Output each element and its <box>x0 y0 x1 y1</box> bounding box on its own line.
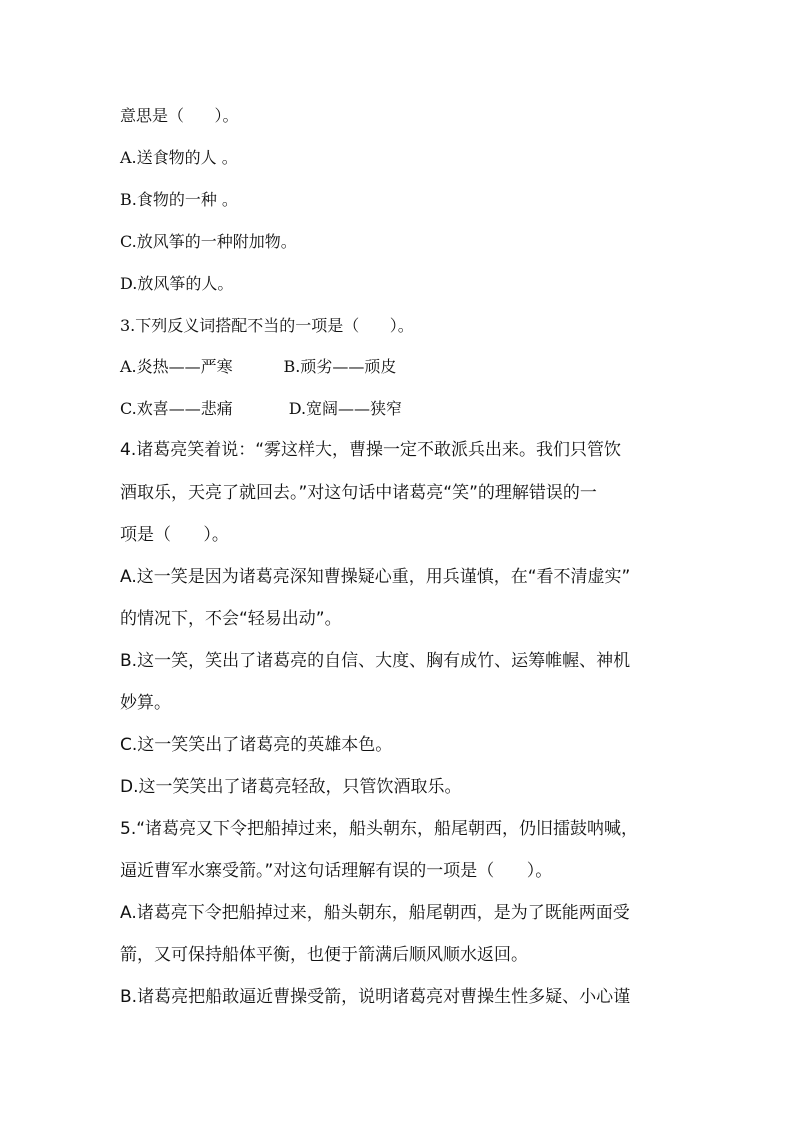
question-5-option-a-line-2: 箭，又可保持船体平衡，也便于箭满后顺风顺水返回。 <box>120 945 528 965</box>
question-4-option-d: D.这一笑笑出了诸葛亮轻敌，只管饮酒取乐。 <box>120 777 462 797</box>
question-3-options-cd: C.欢喜——悲痛 D.宽阔——狭窄 <box>120 399 403 418</box>
question-2-option-a: A.送食物的人 。 <box>120 148 238 167</box>
question-4-option-b-line-1: B.这一笑，笑出了诸葛亮的自信、大度、胸有成竹、运筹帷幄、神机 <box>120 651 631 671</box>
question-3-stem: 3.下列反义词搭配不当的一项是（ ）。 <box>120 316 414 335</box>
question-5-stem-line-2: 逼近曹军水寨受箭。”对这句话理解有误的一项是（ ）。 <box>120 861 553 881</box>
question-4-option-a-line-1: A.这一笑是因为诸葛亮深知曹操疑心重，用兵谨慎，在“看不清虚实” <box>120 567 631 587</box>
question-2-stem-continuation: 意思是（ ）。 <box>120 106 239 125</box>
question-4-option-a-line-2: 的情况下，不会“轻易出动”。 <box>120 609 342 629</box>
question-5-stem-line-1: 5.“诸葛亮又下令把船掉过来，船头朝东，船尾朝西，仍旧擂鼓呐喊， <box>120 819 639 839</box>
question-4-option-b-line-2: 妙算。 <box>120 693 171 713</box>
question-4-option-c: C.这一笑笑出了诸葛亮的英雄本色。 <box>120 735 393 755</box>
question-2-option-c: C.放风筝的一种附加物。 <box>120 232 297 251</box>
question-2-option-b: B.食物的一种 。 <box>120 190 238 209</box>
question-5-option-b-line-1: B.诸葛亮把船敢逼近曹操受箭，说明诸葛亮对曹操生性多疑、小心谨 <box>120 987 631 1007</box>
question-2-option-d: D.放风筝的人。 <box>120 274 234 293</box>
question-4-stem-line-3: 项是（ ）。 <box>120 525 229 545</box>
question-4-stem-line-1: 4.诸葛亮笑着说：“雾这样大，曹操一定不敢派兵出来。我们只管饮 <box>120 440 622 460</box>
question-3-options-ab: A.炎热——严寒 B.顽劣——顽皮 <box>120 357 397 376</box>
question-4-stem-line-2: 酒取乐，天亮了就回去。”对这句话中诸葛亮“笑”的理解错误的一 <box>120 483 597 503</box>
question-5-option-a-line-1: A.诸葛亮下令把船掉过来，船头朝东，船尾朝西，是为了既能两面受 <box>120 903 630 923</box>
